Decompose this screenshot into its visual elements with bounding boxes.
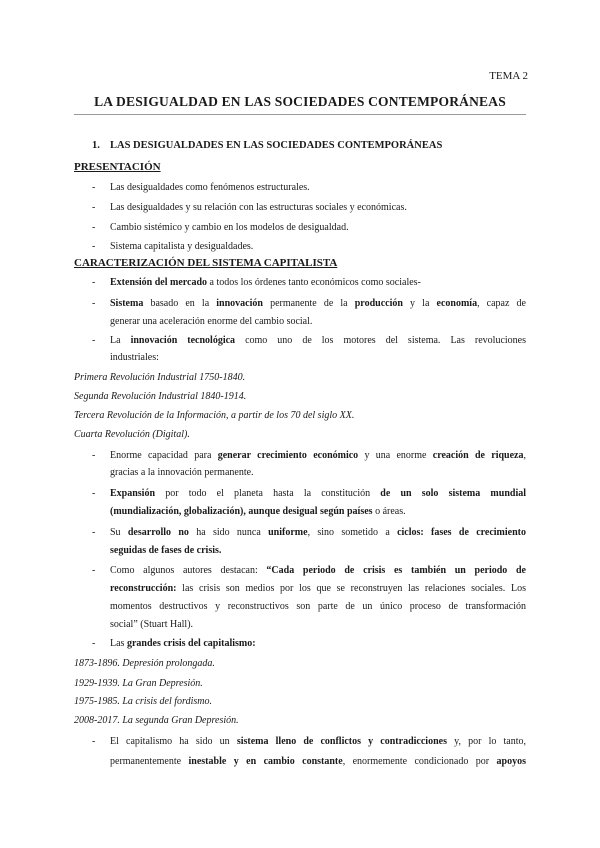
bold-term: grandes crisis del capitalismo: xyxy=(126,638,256,649)
list-item xyxy=(110,565,526,576)
bullet-dash: - xyxy=(92,450,96,461)
text-run: Como algunos autores destacan: xyxy=(110,565,267,576)
list-item-continuation: generar una aceleración enorme del cambio social. xyxy=(110,316,313,327)
bullet-dash: - xyxy=(92,335,96,346)
list-item: Las desigualdades y su relación con las estructuras sociales y económicas. xyxy=(110,202,407,213)
list-item xyxy=(110,527,526,538)
bold-term: reconstrucción: xyxy=(110,583,177,594)
list-item: Sistema capitalista y desigualdades. xyxy=(110,241,254,252)
list-item-continuation: gracias a la innovación permanente. xyxy=(110,467,254,478)
list-item-continuation: industriales: xyxy=(110,352,159,363)
revolution-entry: Primera Revolución Industrial 1750-1840. xyxy=(74,372,246,383)
list-item xyxy=(110,277,421,288)
revolution-entry: Segunda Revolución Industrial 1840-1914. xyxy=(74,391,247,402)
bullet-dash: - xyxy=(92,241,96,252)
title-divider xyxy=(74,114,526,115)
list-item xyxy=(110,638,256,649)
text-run: La xyxy=(110,335,131,346)
text-run: y la xyxy=(402,298,437,309)
list-item xyxy=(110,450,526,461)
text-run: permanentemente xyxy=(110,756,189,767)
text-run: , sino sometido a xyxy=(307,527,398,538)
bold-term: seguidas de fases de crisis. xyxy=(110,545,222,556)
list-item xyxy=(110,488,526,499)
list-item-continuation xyxy=(110,583,526,594)
presentacion-heading: PRESENTACIÓN xyxy=(74,161,161,173)
bold-term: Extensión del mercado xyxy=(110,277,208,288)
text-run: ha sido nunca xyxy=(188,527,269,538)
bold-term: innovación tecnológica xyxy=(130,335,236,346)
list-item: Las desigualdades como fenómenos estructurales. xyxy=(110,182,310,193)
bold-term: creación de riqueza xyxy=(432,450,524,461)
bullet-dash: - xyxy=(92,298,96,309)
text-run: y, por lo tanto, xyxy=(446,736,526,747)
bullet-dash: - xyxy=(92,182,96,193)
bullet-dash: - xyxy=(92,527,96,538)
text-run: basado en la xyxy=(143,298,217,309)
text-run: Su xyxy=(110,527,128,538)
crisis-entry: 1975-1985. La crisis del fordismo. xyxy=(74,696,212,707)
list-item xyxy=(110,298,526,309)
bullet-dash: - xyxy=(92,202,96,213)
bold-term: sistema lleno de conflictos y contradicciones xyxy=(236,736,447,747)
bullet-dash: - xyxy=(92,277,96,288)
text-run: o áreas. xyxy=(372,506,406,517)
list-item xyxy=(110,335,526,346)
text-run: , capaz de xyxy=(477,298,527,309)
bullet-dash: - xyxy=(92,488,96,499)
topic-number: TEMA 2 xyxy=(489,70,528,82)
bold-term: uniforme xyxy=(268,527,308,538)
list-item-continuation xyxy=(110,506,406,517)
section-heading xyxy=(92,140,442,151)
bold-term: “Cada periodo de crisis es también un periodo de xyxy=(266,565,526,576)
bold-term: generar crecimiento económico xyxy=(217,450,359,461)
list-item-continuation: momentos destructivos y reconstructivos son parte de un único proceso de transformación xyxy=(110,601,526,612)
text-run: permanente de la xyxy=(262,298,355,309)
bold-term: producción xyxy=(354,298,403,309)
bold-term: ciclos: fases de crecimiento xyxy=(397,527,526,538)
bold-term: innovación xyxy=(216,298,263,309)
bullet-dash: - xyxy=(92,565,96,576)
crisis-entry: 1873-1896. Depresión prolongada. xyxy=(74,658,215,669)
bullet-dash: - xyxy=(92,222,96,233)
text-run: Enorme capacidad para xyxy=(110,450,218,461)
text-run: , xyxy=(523,450,526,461)
bold-term: inestable y en cambio constante xyxy=(188,756,343,767)
list-item-continuation: social” (Stuart Hall). xyxy=(110,619,194,630)
crisis-entry: 2008-2017. La segunda Gran Depresión. xyxy=(74,715,239,726)
list-item: Cambio sistémico y cambio en los modelos de desigualdad. xyxy=(110,222,349,233)
caracterizacion-heading: CARACTERIZACIÓN DEL SISTEMA CAPITALISTA xyxy=(74,257,338,269)
revolution-entry: Tercera Revolución de la Información, a partir de los 70 del siglo XX. xyxy=(74,410,355,421)
bold-term: Expansión xyxy=(110,488,156,499)
text-run: Las xyxy=(110,638,127,649)
section-number: 1. xyxy=(92,140,100,151)
bullet-dash: - xyxy=(92,736,96,747)
bold-term: de un solo sistema mundial xyxy=(380,488,527,499)
text-run: y una enorme xyxy=(358,450,433,461)
bold-term: Sistema xyxy=(110,298,144,309)
bold-term: desarrollo no xyxy=(127,527,189,538)
section-title: LAS DESIGUALDADES EN LAS SOCIEDADES CONTEMPORÁNEAS xyxy=(110,140,443,151)
bullet-dash: - xyxy=(92,638,96,649)
bold-term: apoyos xyxy=(496,756,526,767)
bold-term: economía xyxy=(436,298,478,309)
list-item-continuation xyxy=(110,756,526,767)
text-run: las crisis son medios por los que se reconstruyen las relaciones sociales. Los xyxy=(176,583,526,594)
text-run: , enormemente condicionado por xyxy=(342,756,497,767)
document-title: LA DESIGUALDAD EN LAS SOCIEDADES CONTEMPORÁNEAS xyxy=(94,94,506,109)
text-run: por todo el planeta hasta la constitución xyxy=(155,488,381,499)
text-run: como uno de los motores del sistema. Las revoluciones xyxy=(235,335,526,346)
revolution-entry: Cuarta Revolución (Digital). xyxy=(74,429,190,440)
crisis-entry: 1929-1939. La Gran Depresión. xyxy=(74,678,203,689)
text-run: a todos los órdenes tanto económicos como sociales- xyxy=(207,277,421,288)
bold-term: (mundialización, globalización), aunque desigual según países xyxy=(110,506,373,517)
list-item xyxy=(110,736,526,747)
text-run: El capitalismo ha sido un xyxy=(110,736,237,747)
list-item-continuation xyxy=(110,545,221,556)
